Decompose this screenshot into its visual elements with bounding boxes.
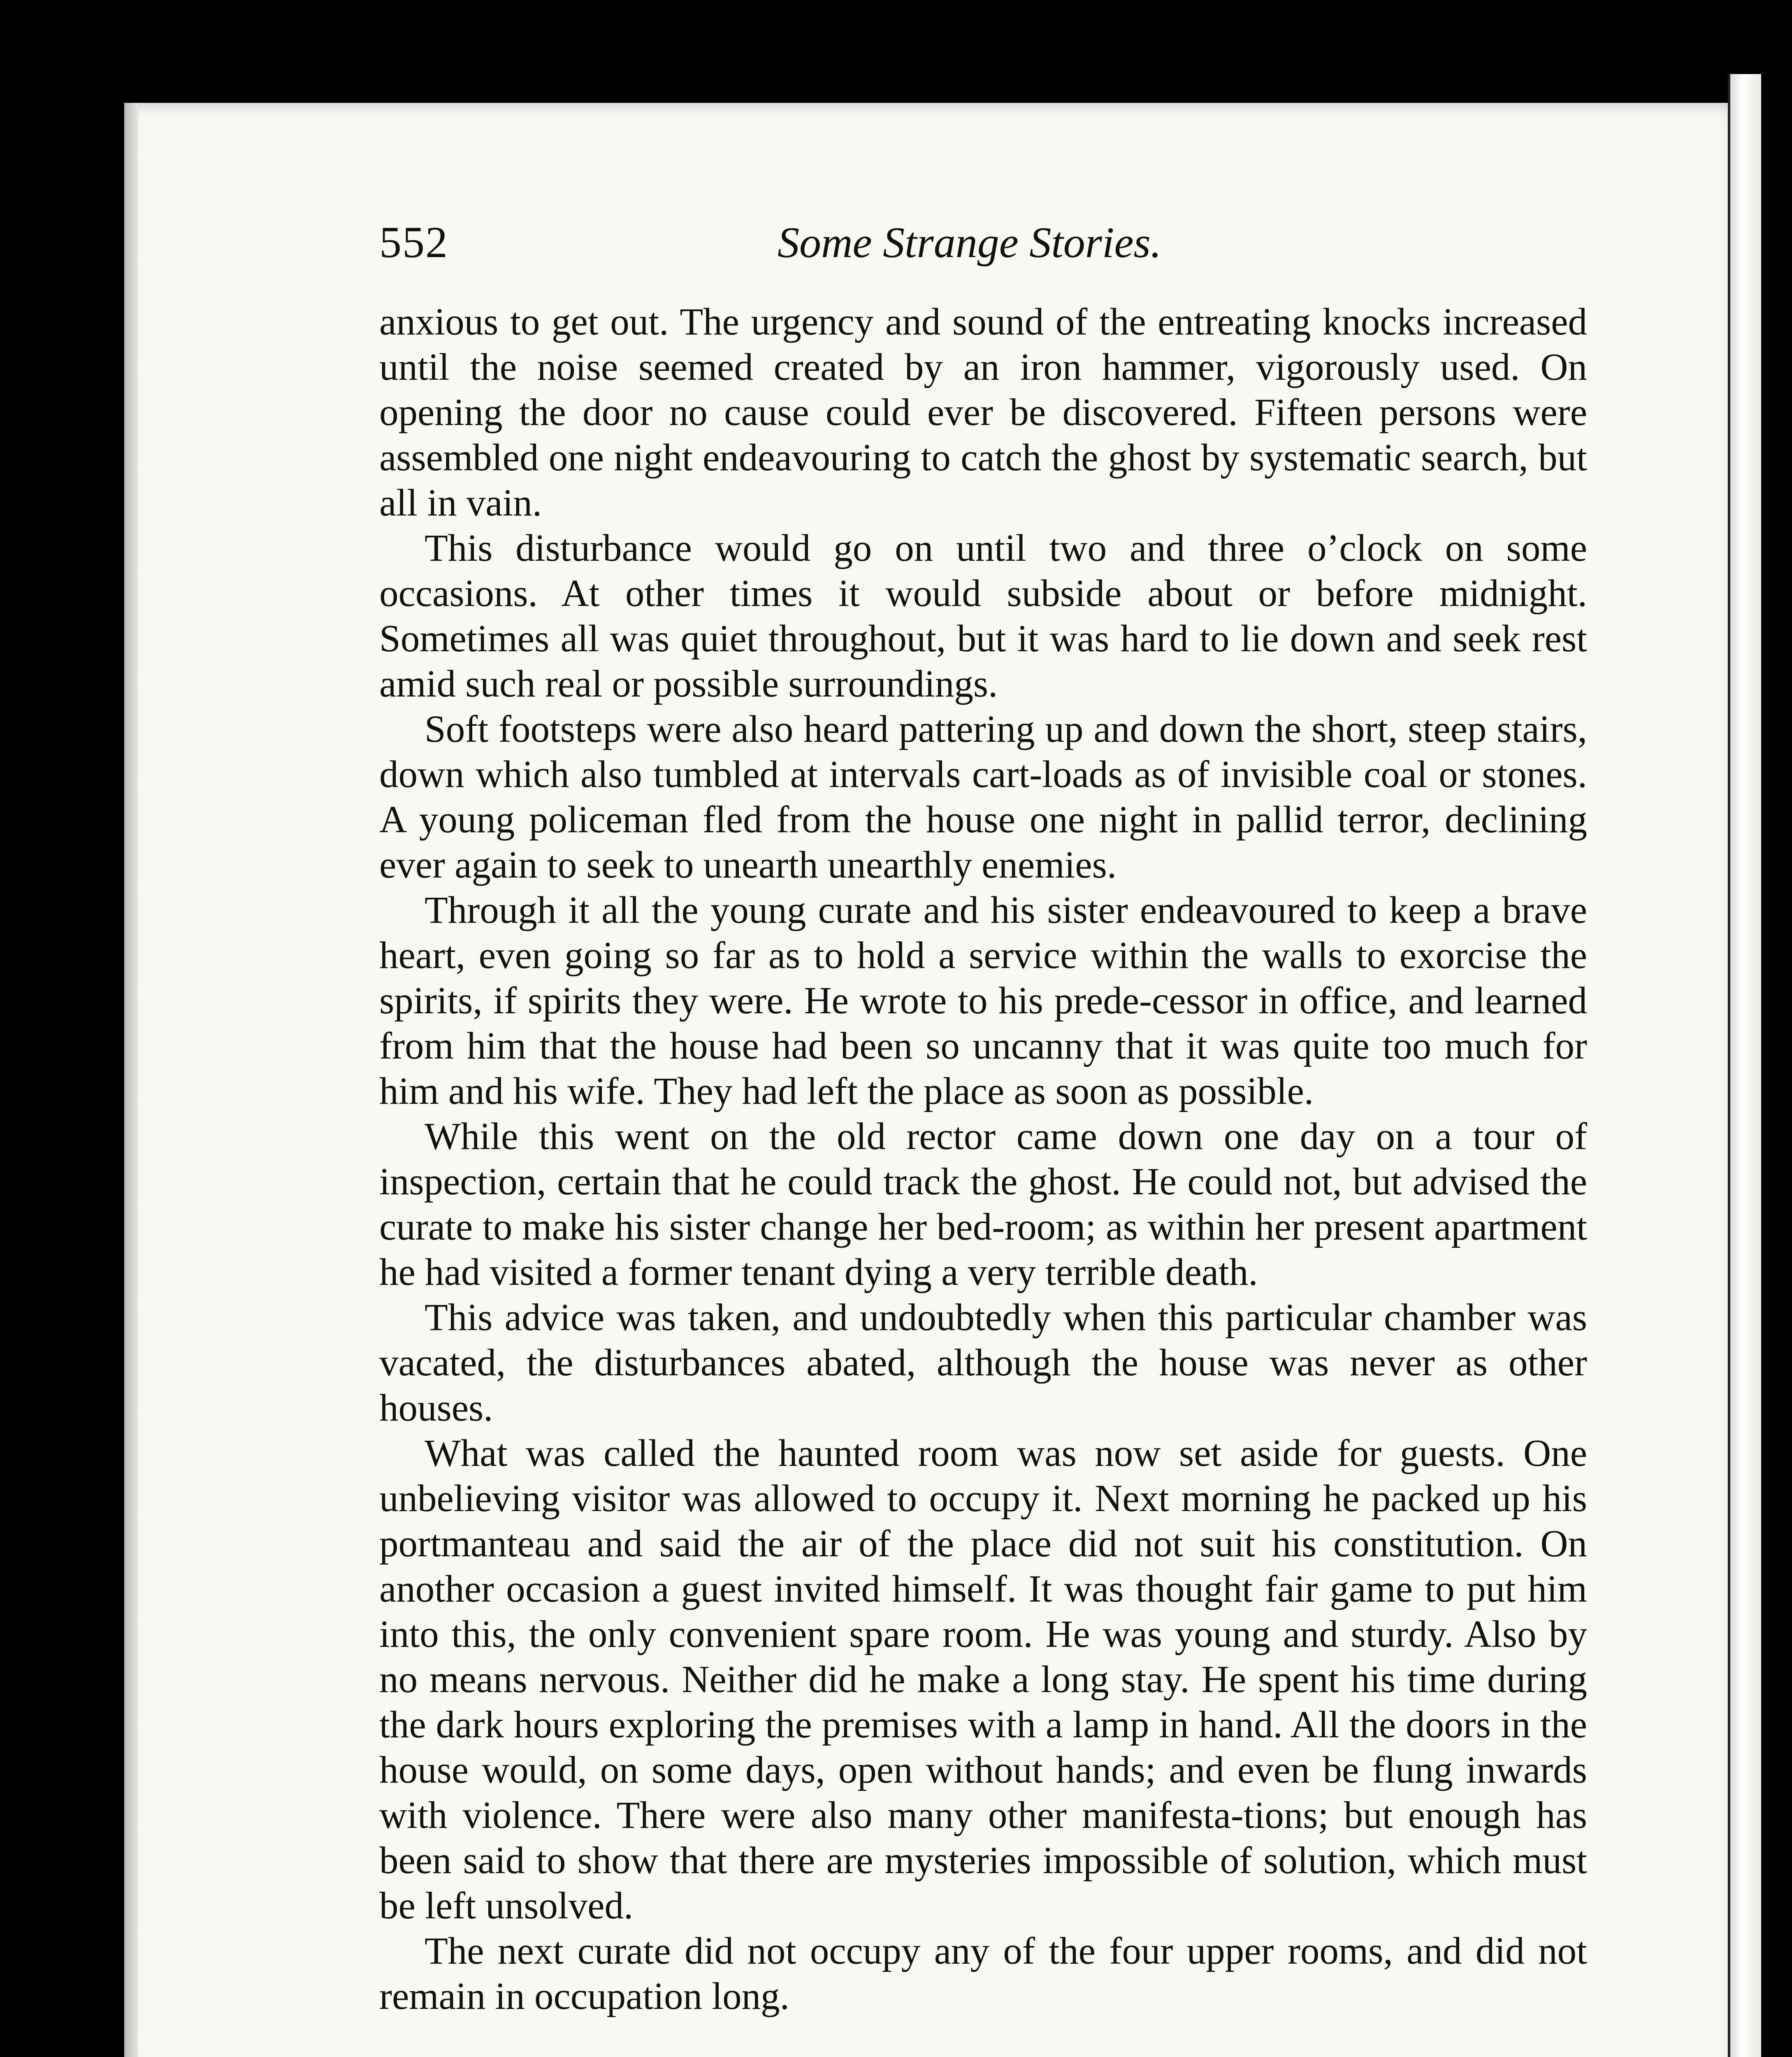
story-body — [379, 299, 1587, 2019]
story-paragraph-5: While this went on the old rector came down one day on a tour of inspection, certain that he could track the ghost. He could not, but advised the curate to make his sister change her bed-room; as within her present apartment he had visited a former tenant dying a very terrible death. — [379, 1115, 1587, 1293]
running-head: Some Strange Stories. — [778, 218, 1162, 267]
story-paragraph-3: Soft footsteps were also heard pattering up and down the short, steep stairs, down which also tumbled at intervals cart-loads as of invisible coal or stones. A young policeman fled from the house one night in pallid terror, declining ever again to seek to unearth unearthly enemies. — [379, 708, 1587, 886]
adjacent-page-edge — [1728, 74, 1761, 2057]
page-gutter-shadow — [124, 103, 138, 2057]
page-number: 552 — [379, 218, 448, 267]
story-paragraph-4: Through it all the young curate and his sister endeavoured to keep a brave heart, even going so far as to hold a service within the walls to exorcise the spirits, if spirits they were. He wrote to his prede-cessor in office, and learned from him that the house had been so uncanny that it was quite too much for him and his wife. They had left the place as soon as possible. — [379, 889, 1587, 1112]
story-paragraph-6: This advice was taken, and undoubtedly when this particular chamber was vacated, the disturbances abated, although the house was never as other houses. — [379, 1296, 1587, 1429]
story-paragraph-8: The next curate did not occupy any of the four upper rooms, and did not remain in occupation long. — [379, 1930, 1587, 2018]
story-paragraph-2: This disturbance would go on until two and three o’clock on some occasions. At other times it would subside about or before midnight. Sometimes all was quiet throughout, but it was hard to lie down and seek rest amid such real or possible surroundings. — [379, 527, 1587, 705]
story-paragraph-1: anxious to get out. The urgency and sound of the entreating knocks increased until the noise seemed created by an iron hammer, vigorously used. On opening the door no cause could ever be discovered. Fifteen persons were assembled one night endeavouring to catch the ghost by systematic search, but all in vain. — [379, 301, 1587, 524]
page-header — [379, 214, 1587, 272]
story-paragraph-7: What was called the haunted room was now set aside for guests. One unbelieving visitor was allowed to occupy it. Next morning he packed up his portmanteau and said the air of the place did not suit his constitution. On another occasion a guest invited himself. It was thought fair game to put him into this, the only convenient spare room. He was young and sturdy. Also by no means nervous. Neither did he make a long stay. He spent his time during the dark hours exploring the premises with a lamp in hand. All the doors in the house would, on some days, open without hands; and even be flung inwards with violence. There were also many other manifesta-tions; but enough has been said to show that there are mysteries impossible of solution, which must be left unsolved. — [379, 1432, 1587, 1927]
